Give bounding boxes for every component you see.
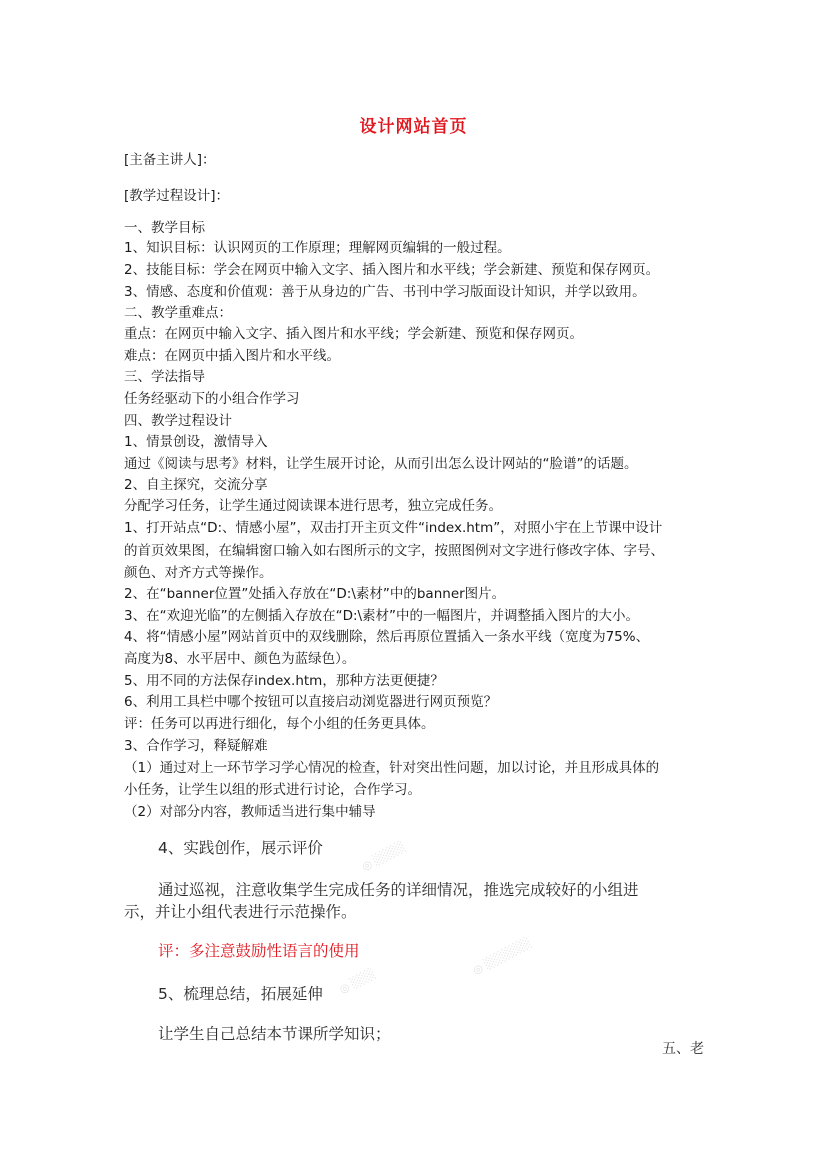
section-heading: 四、教学过程设计	[124, 413, 232, 429]
text-line: 1、知识目标：认识网页的工作原理；理解网页编辑的一般过程。	[124, 240, 511, 256]
section-heading: 三、学法指导	[124, 369, 205, 385]
text-line: 3、在“欢迎光临”的左侧插入存放在“D:\素材”中的一幅图片，并调整插入图片的大小。	[124, 608, 640, 624]
step4-paragraph-cont: 示，并让小组代表进行示范操作。	[124, 903, 357, 921]
text-line: 通过《阅读与思考》材料，让学生展开讨论，从而引出怎么设计网站的“脸谱”的话题。	[124, 456, 638, 472]
text-line: 颜色、对齐方式等操作。	[124, 565, 273, 581]
step5-heading: 5、梳理总结，拓展延伸	[158, 985, 323, 1003]
text-line: 3、情感、态度和价值观：善于从身边的广告、书刊中学习版面设计知识，并学以致用。	[124, 284, 646, 300]
text-line: 1、情景创设，激情导入	[124, 434, 268, 450]
watermark: ◎ ░░░░	[359, 839, 408, 874]
text-line: 评：任务可以再进行细化，每个小组的任务更具体。	[124, 716, 435, 732]
text-line: 1、打开站点“D:、情感小屋”，双击打开主页文件“index.htm”，对照小宇在上节课中设计	[124, 520, 663, 536]
text-line: 2、在“banner位置”处插入存放在“D:\素材”中的banner图片。	[124, 586, 506, 602]
text-line: （2）对部分内容，教师适当进行集中辅导	[124, 804, 376, 820]
text-line: 难点：在网页中插入图片和水平线。	[124, 348, 340, 364]
section-five-fragment: 五、老	[662, 1041, 704, 1057]
watermark: ◎ ░░░░░░	[470, 935, 534, 978]
text-line: 2、技能目标：学会在网页中输入文字、插入图片和水平线；学会新建、预览和保存网页。	[124, 262, 660, 278]
preparer-label: [主备主讲人]：	[124, 152, 216, 168]
text-line: 5、用不同的方法保存index.htm，那种方法更便捷？	[124, 673, 444, 689]
process-design-label: [教学过程设计]：	[124, 188, 230, 204]
document-title: 设计网站首页	[359, 117, 468, 137]
comment-red: 评：多注意鼓励性语言的使用	[158, 942, 360, 960]
text-line: 高度为8、水平居中、颜色为蓝绿色）。	[124, 651, 356, 667]
text-line: 小任务，让学生以组的形式进行讨论，合作学习。	[124, 782, 421, 798]
text-line: 任务经驱动下的小组合作学习	[124, 391, 300, 407]
text-line: （1）通过对上一环节学习学心情况的检查，针对突出性问题，加以讨论，并且形成具体的	[124, 760, 660, 776]
text-line: 分配学习任务，让学生通过阅读课本进行思考，独立完成任务。	[124, 498, 502, 514]
text-line: 重点：在网页中输入文字、插入图片和水平线；学会新建、预览和保存网页。	[124, 326, 583, 342]
text-line: 的首页效果图，在编辑窗口输入如右图所示的文字，按照图例对文字进行修改字体、字号、	[124, 543, 664, 559]
text-line: 2、自主探究，交流分享	[124, 477, 268, 493]
section-heading: 二、教学重难点：	[124, 305, 232, 321]
section-heading: 一、教学目标	[124, 220, 205, 236]
step4-heading: 4、实践创作，展示评价	[158, 839, 323, 857]
step5-paragraph: 让学生自己总结本节课所学知识；	[158, 1025, 391, 1043]
text-line: 6、利用工具栏中哪个按钮可以直接启动浏览器进行网页预览？	[124, 694, 498, 710]
text-line: 3、合作学习，释疑解难	[124, 738, 268, 754]
text-line: 4、将“情感小屋”网站首页中的双线删除，然后再原位置插入一条水平线（宽度为75%、	[124, 629, 650, 645]
watermark: ◎ ░░░	[337, 966, 378, 997]
step4-paragraph: 通过巡视，注意收集学生完成任务的详细情况，推选完成较好的小组进	[158, 881, 639, 899]
